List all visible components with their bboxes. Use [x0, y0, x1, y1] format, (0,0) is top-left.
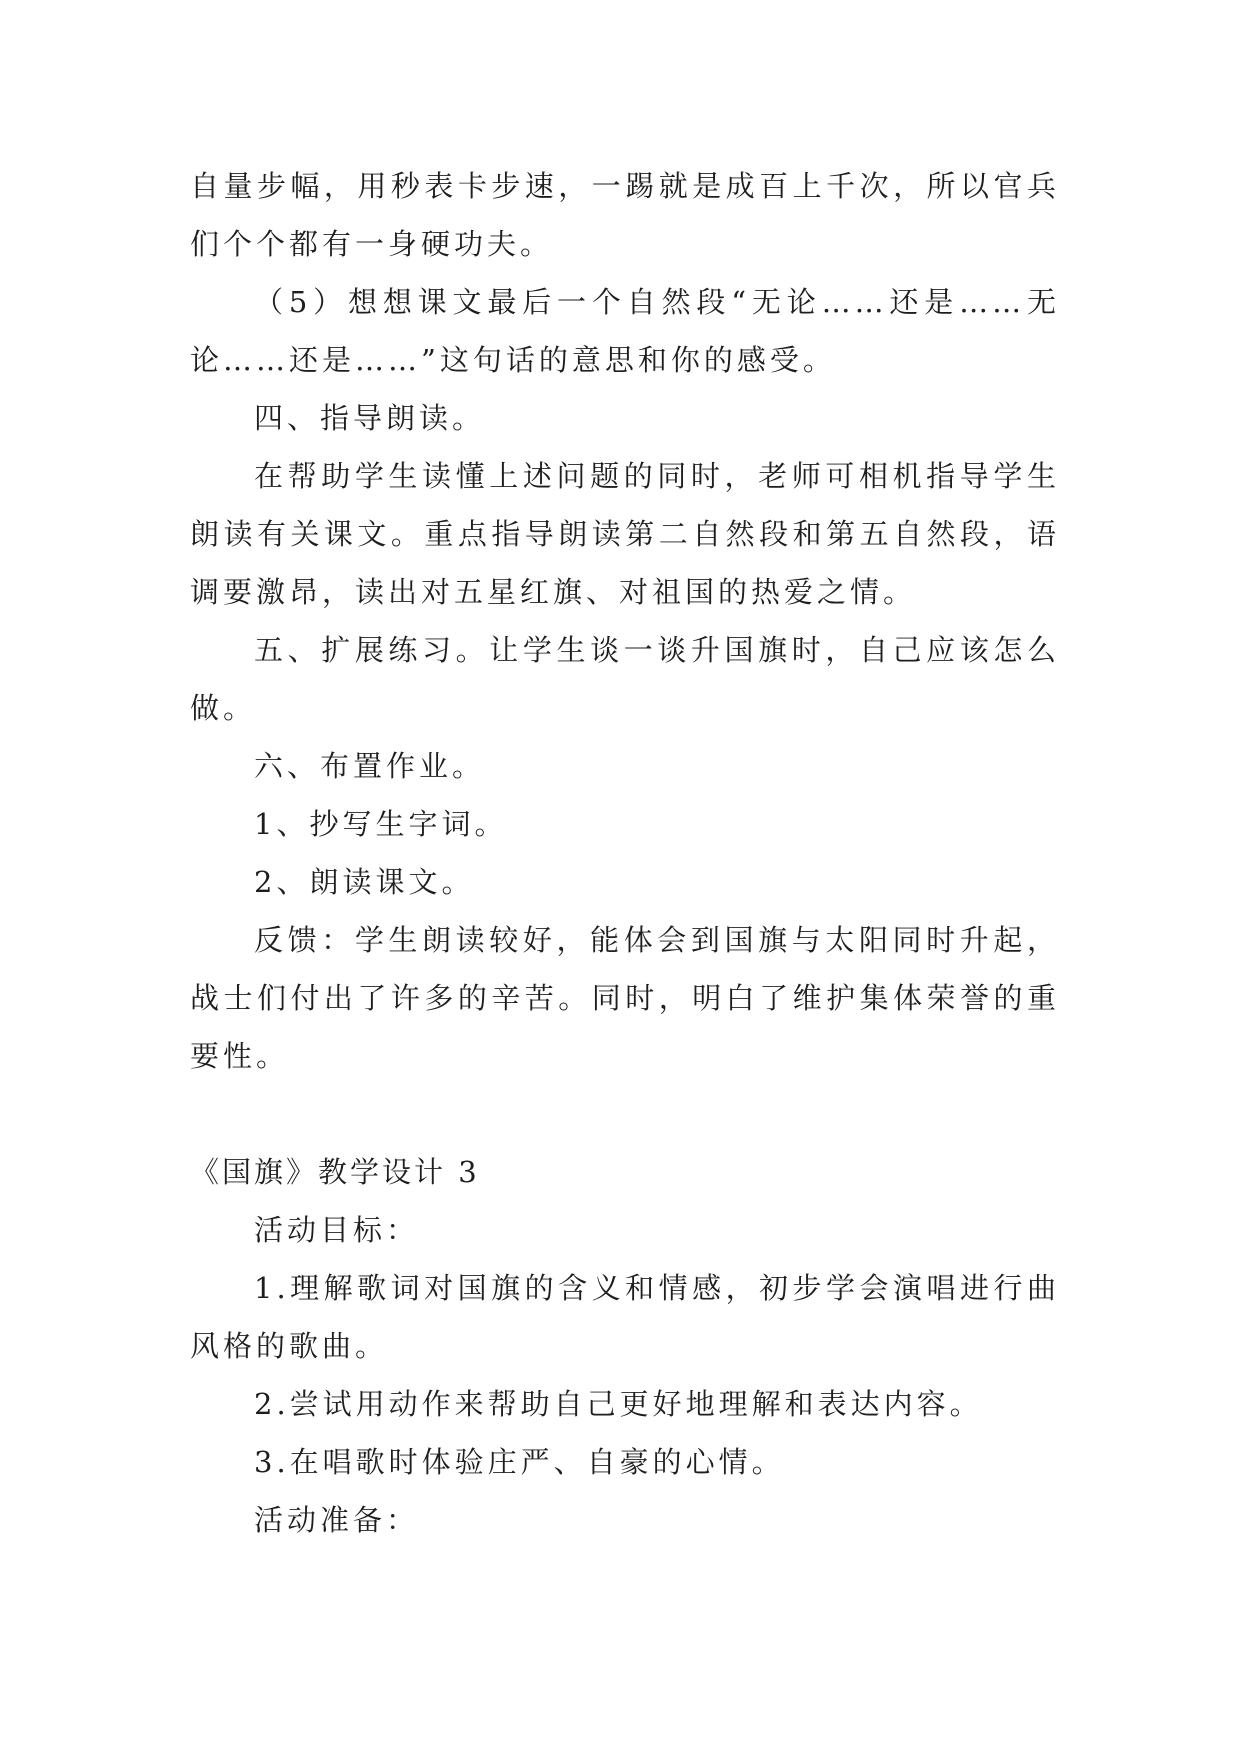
paragraph-step-6: 六、布置作业。 [254, 749, 486, 783]
paragraph-continuation: 自量步幅，用秒表卡步速，一踢就是成百上千次，所以官兵们个个都有一身硬功夫。 [190, 169, 1060, 261]
section-title: 《国旗》教学设计 3 [190, 1155, 480, 1189]
paragraph-goal-3: 3.在唱歌时体验庄严、自豪的心情。 [254, 1445, 785, 1479]
paragraph-question-5: （5）想想课文最后一个自然段“无论……还是……无论……还是……”这句话的意思和你的感受。 [190, 285, 1060, 377]
paragraph-homework-2: 2、朗读课文。 [254, 865, 475, 899]
paragraph-activity-goals: 活动目标： [254, 1213, 420, 1247]
paragraph-goal-1: 1.理解歌词对国旗的含义和情感，初步学会演唱进行曲风格的歌曲。 [190, 1271, 1060, 1363]
paragraph-step-5: 五、扩展练习。让学生谈一谈升国旗时，自己应该怎么做。 [190, 633, 1060, 725]
paragraph-reading-guidance: 在帮助学生读懂上述问题的同时，老师可相机指导学生朗读有关课文。重点指导朗读第二自然段和第五自然段，语调要激昂，读出对五星红旗、对祖国的热爱之情。 [190, 459, 1060, 609]
paragraph-homework-1: 1、抄写生字词。 [254, 807, 508, 841]
document-body [190, 157, 1060, 1549]
section-gap [190, 1085, 1060, 1143]
paragraph-goal-2: 2.尝试用动作来帮助自己更好地理解和表达内容。 [254, 1387, 983, 1421]
paragraph-feedback: 反馈：学生朗读较好，能体会到国旗与太阳同时升起，战士们付出了许多的辛苦。同时，明白了维护集体荣誉的重要性。 [190, 923, 1060, 1073]
paragraph-step-4: 四、指导朗读。 [254, 401, 486, 435]
paragraph-activity-prep: 活动准备： [254, 1503, 420, 1537]
